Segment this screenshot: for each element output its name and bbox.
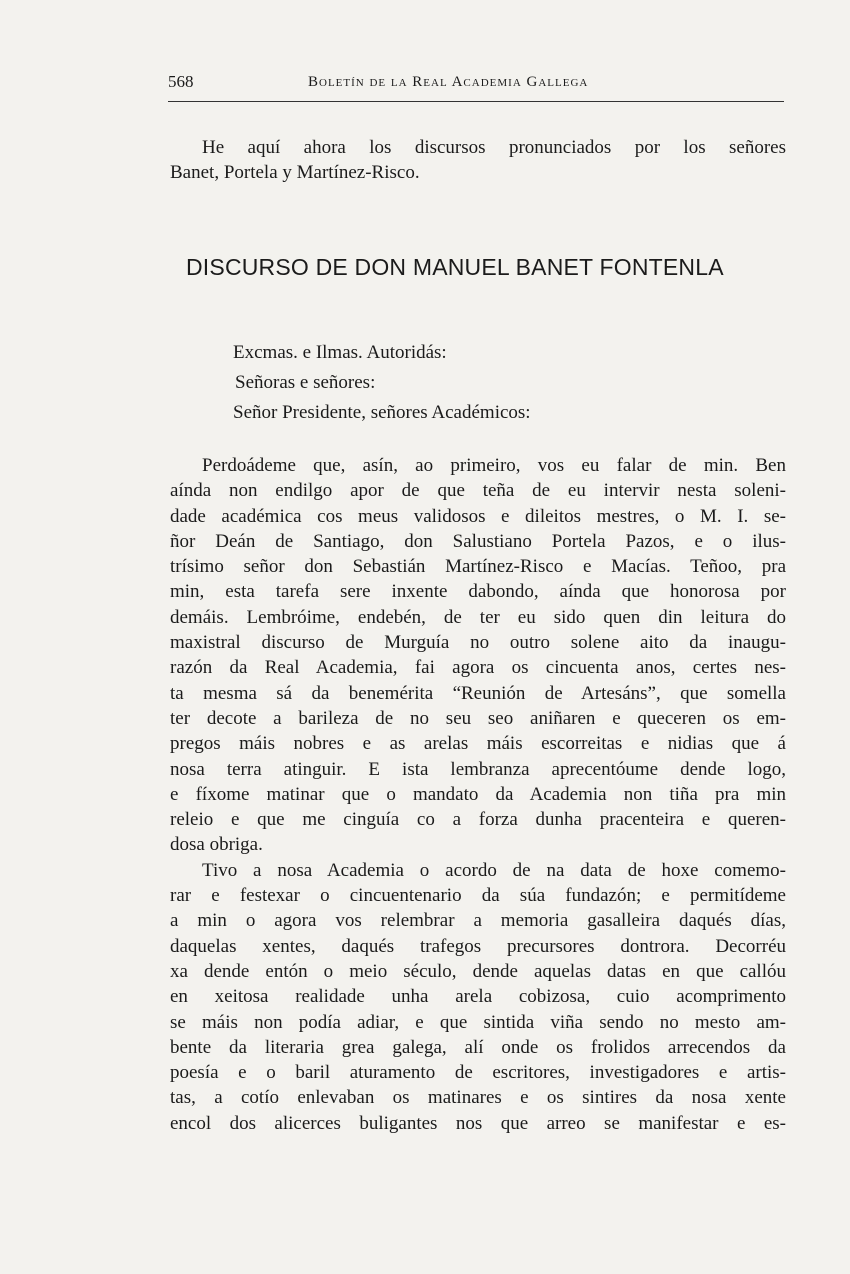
body-line: trísimo señor don Sebastián Martínez-Risco e Macías. Teñoo, pra xyxy=(170,556,786,578)
body-line: pregos máis nobres e as arelas máis escorreitas e nidias que á xyxy=(170,733,786,755)
body-line: tas, a cotío enlevaban os matinares e os sintires da nosa xente xyxy=(170,1087,786,1109)
body-line: dade académica cos meus validosos e dileitos mestres, o M. I. se- xyxy=(170,505,786,527)
salutation-line: Excmas. e Ilmas. Autoridás: xyxy=(233,342,447,363)
page-number: 568 xyxy=(168,72,194,91)
body-line: encol dos alicerces buligantes nos que arreo se manifestar e es- xyxy=(170,1112,786,1134)
body-line: bente da literaria grea galega, alí onde os frolidos arrecendos da xyxy=(170,1036,786,1058)
body-line: aínda non endilgo apor de que teña de eu intervir nesta soleni- xyxy=(170,480,786,502)
body-line: dosa obriga. xyxy=(170,834,263,856)
body-line: maxistral discurso de Murguía no outro solene aito da inaugu- xyxy=(170,632,786,654)
body-line: ñor Deán de Santiago, don Salustiano Portela Pazos, e o ilus- xyxy=(170,530,786,552)
section-heading: DISCURSO DE DON MANUEL BANET FONTENLA xyxy=(186,254,724,280)
body-line: demáis. Lembróime, endebén, de ter eu sido quen din leitura do xyxy=(170,606,786,628)
body-line: daquelas xentes, daqués trafegos precursores dontrora. Decorréu xyxy=(170,935,786,957)
body-line: rar e festexar o cincuentenario da súa fundazón; e permitídeme xyxy=(170,885,786,907)
body-line: en xeitosa realidade unha arela cobizosa, cuio acomprimento xyxy=(170,986,786,1008)
body-line: poesía e o baril aturamento de escritores, investigadores e artis- xyxy=(170,1062,786,1084)
body-line: Perdoádeme que, asín, ao primeiro, vos eu falar de min. Ben xyxy=(202,455,786,476)
body-line: ter decote a barileza de no seu seo aniñaren e queceren os em- xyxy=(170,707,786,729)
intro-line: He aquí ahora los discursos pronunciados por los señores xyxy=(202,137,786,158)
body-line: Tivo a nosa Academia o acordo de na data de hoxe comemo- xyxy=(202,859,786,881)
body-line: xa dende entón o meio século, dende aquelas datas en que callóu xyxy=(170,960,786,982)
salutation-line: Señor Presidente, señores Académicos: xyxy=(233,402,531,423)
body-text xyxy=(170,453,786,1136)
body-line: nosa terra atinguir. E ista lembranza aprecentóume dende logo, xyxy=(170,758,786,780)
running-title: Boletín de la Real Academia Gallega xyxy=(308,74,589,90)
intro-line: Banet, Portela y Martínez-Risco. xyxy=(170,162,420,184)
body-line: razón da Real Academia, fai agora os cincuenta anos, certes nes- xyxy=(170,657,786,679)
body-line: e fíxome matinar que o mandato da Academia non tiña pra min xyxy=(170,783,786,805)
page-header xyxy=(168,72,784,96)
body-line: min, esta tarefa sere inxente dabondo, aínda que honorosa por xyxy=(170,581,786,603)
header-rule xyxy=(168,101,784,102)
salutations xyxy=(233,338,733,428)
intro-paragraph xyxy=(170,135,786,186)
body-line: a min o agora vos relembrar a memoria gasalleira daqués días, xyxy=(170,910,786,932)
body-line: se máis non podía adiar, e que sintida viña sendo no mesto am- xyxy=(170,1011,786,1033)
salutation-line: Señoras e señores: xyxy=(235,372,376,393)
body-line: releio e que me cinguía co a forza dunha pracenteira e queren- xyxy=(170,809,786,831)
body-line: ta mesma sá da benemérita “Reunión de Artesáns”, que somella xyxy=(170,682,786,704)
